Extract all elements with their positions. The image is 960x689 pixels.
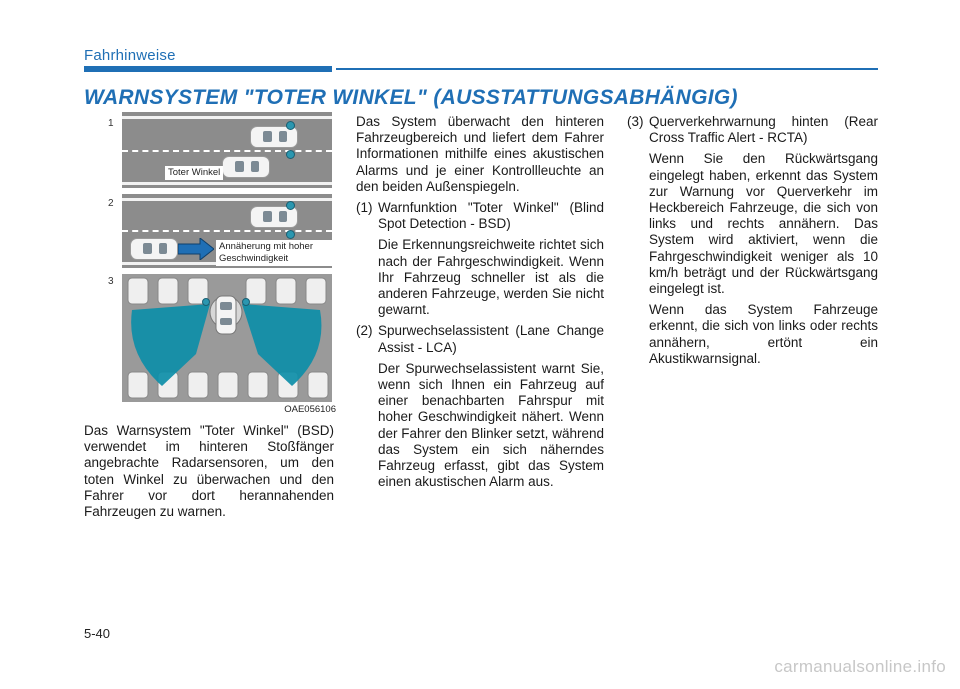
list-number: (2): [356, 323, 373, 339]
bsd-figure: [84, 112, 336, 417]
rcta-description: Wenn Sie den Rückwärtsgang eingelegt haben, erkennt das System zur Warnung vor Querverkehr im Heckbereich Fahrzeuge, die sich von links und rechts annähern. Das System wird aktiviert, wenn die Fahrgeschwindigkeit weniger als 10 km/h beträgt und der Rückwärtsgang eingelegt ist.: [649, 151, 878, 297]
page-number: 5-40: [84, 626, 111, 641]
radar-sensor: [286, 150, 295, 159]
list-title: Spurwechselassistent (Lane Change Assist - LCA): [378, 323, 604, 355]
figure-code: OAE056106: [284, 404, 336, 415]
intro-paragraph: Das Warnsystem "Toter Winkel" (BSD) verwendet im hinteren Stoßfänger angebrachte Radarsensoren, um den toten Winkel zu überwachen und den Fahrer vor dort herannahenden Fahrzeugen zu warnen.: [84, 423, 334, 520]
list-number: (1): [356, 200, 373, 216]
lca-description: Der Spurwechselassistent warnt Sie, wenn sich Ihnen ein Fahrzeug auf einer benachbarten Fahrspur mit hoher Geschwindigkeit nähert. Wenn der Fahrer den Blinker setzt, während das System ein sich näherndes Fahrzeug erfasst, gibt das System einen akustischen Alarm aus.: [378, 360, 604, 490]
other-car: [222, 156, 270, 178]
radar-sensor: [286, 121, 295, 130]
list-title: Querverkehrwarnung hinten (Rear Cross Traffic Alert - RCTA): [649, 114, 878, 146]
lane-divider: [122, 230, 332, 232]
radar-sensor: [286, 201, 295, 210]
arrow-right-icon: [178, 238, 214, 260]
list-number: (3): [627, 114, 644, 129]
parking-lot-drawing: [122, 274, 332, 402]
callout-high-speed: Annäherung mit hoher Geschwindigkeit: [216, 240, 334, 266]
header-rule-thin: [336, 68, 878, 70]
panel-number-3: 3: [108, 276, 114, 287]
panel-rear-cross-traffic: [122, 274, 332, 402]
list-item-bsd: [356, 200, 604, 232]
list-item-lca: [356, 323, 604, 355]
column-1: [84, 423, 334, 525]
panel-number-1: 1: [108, 118, 114, 129]
list-item-rcta: [627, 114, 878, 146]
column-2: [356, 114, 604, 495]
panel-blind-spot: [122, 112, 332, 188]
panel-number-2: 2: [108, 198, 114, 209]
rcta-alarm: Wenn das System Fahrzeuge erkennt, die sich von links oder rechts annähern, ertönt ein Akustikwarnsignal.: [649, 302, 878, 366]
column-3: [627, 114, 878, 372]
system-paragraph: Das System überwacht den hinteren Fahrzeugbereich und liefert dem Fahrer Informationen mithilfe eines akustischen Alarms und je einer Kontrollleuchte an den beiden Außenspiegeln.: [356, 114, 604, 194]
approaching-car: [130, 238, 178, 260]
bsd-description: Die Erkennungsreichweite richtet sich nach der Fahrgeschwindigkeit. Wenn Ihr Fahrzeug schneller ist als die anderen Fahrzeuge, werden Sie nicht gewarnt.: [378, 237, 604, 318]
header-rule-thick: [84, 66, 332, 72]
list-title: Warnfunktion "Toter Winkel" (Blind Spot Detection - BSD): [378, 200, 604, 232]
radar-sensor: [286, 230, 295, 239]
watermark: carmanualsonline.info: [774, 657, 946, 676]
road-edge: [122, 198, 332, 201]
section-label: Fahrhinweise: [84, 47, 176, 64]
callout-blind-spot: Toter Winkel: [165, 166, 223, 180]
page-title: WARNSYSTEM "TOTER WINKEL" (AUSSTATTUNGSABHÄNGIG): [84, 86, 738, 109]
